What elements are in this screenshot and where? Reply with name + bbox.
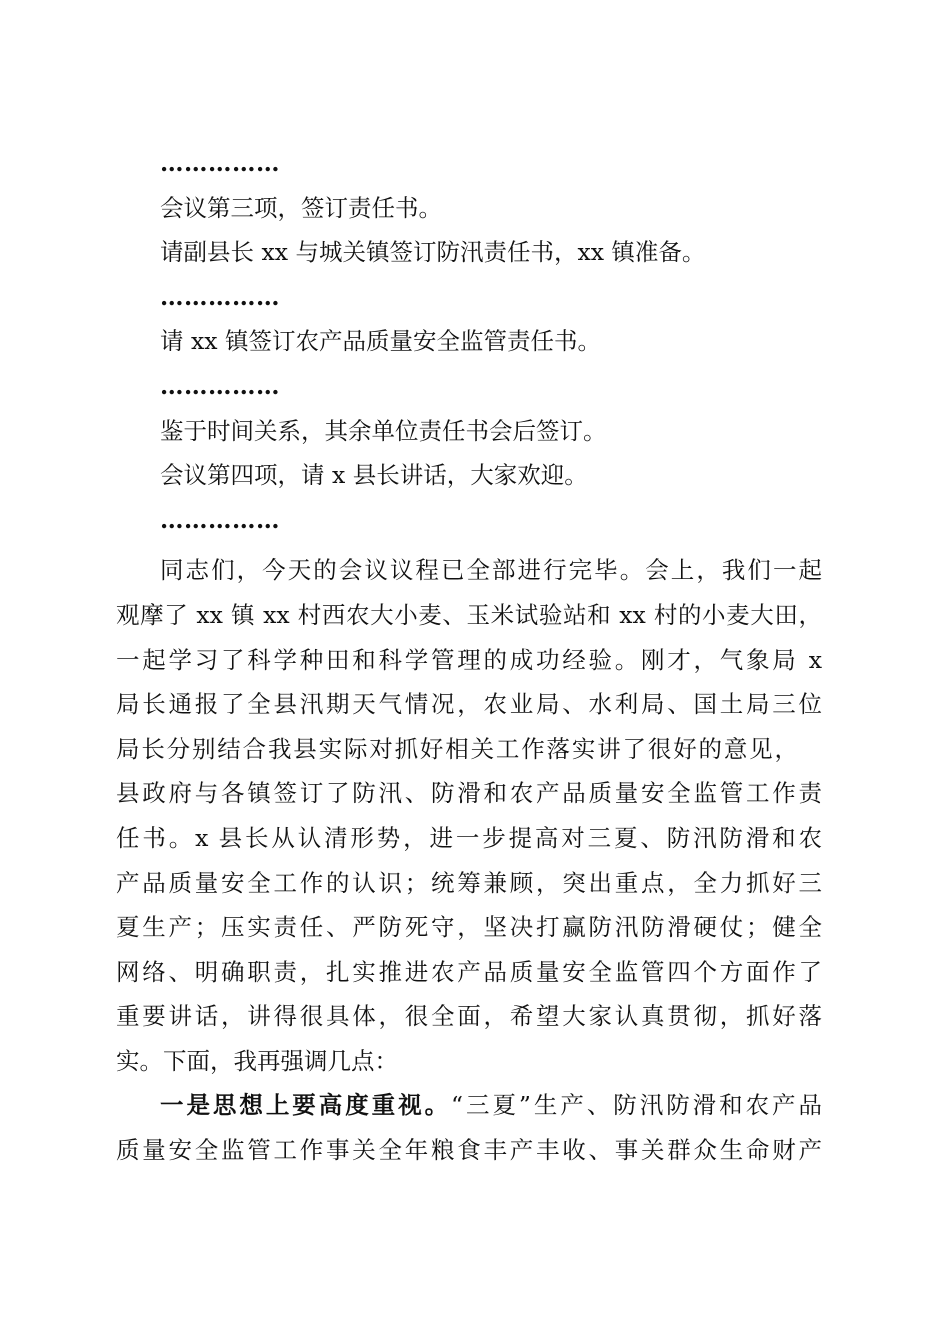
paragraph-line: 局长分别结合我县实际对抓好相关工作落实讲了很好的意见， [116, 734, 798, 763]
ellipsis-separator: …………… [160, 282, 280, 311]
agenda-item-three: 会议第三项，签订责任书。 [160, 193, 442, 222]
point-one-text: “三夏”生产、防汛防滑和农产品 [451, 1091, 822, 1120]
paragraph-line: 观摩了 xx 镇 xx 村西农大小麦、玉米试验站和 xx 村的小麦大田， [116, 600, 822, 629]
point-one-heading: 一是思想上要高度重视。 [160, 1091, 452, 1120]
food-safety-responsibility-line: 请 xx 镇签订农产品质量安全监管责任书。 [160, 327, 601, 356]
paragraph-line: 任书。x 县长从认清形势，进一步提高对三夏、防汛防滑和农 [116, 823, 822, 852]
paragraph-line: 县政府与各镇签订了防汛、防滑和农产品质量安全监管工作责 [116, 779, 822, 808]
paragraph-line: 同志们，今天的会议议程已全部进行完毕。会上，我们一起 [160, 556, 822, 585]
paragraph-line: 实。下面，我再强调几点： [116, 1046, 398, 1075]
ellipsis-separator: …………… [160, 371, 280, 400]
paragraph-line: 一起学习了科学种田和科学管理的成功经验。刚才，气象局 x [116, 645, 822, 674]
flood-responsibility-line: 请副县长 xx 与城关镇签订防汛责任书，xx 镇准备。 [160, 238, 706, 267]
paragraph-line: 质量安全监管工作事关全年粮食丰产丰收、事关群众生命财产 [116, 1136, 822, 1165]
document-body [116, 141, 836, 1173]
ellipsis-separator: …………… [160, 149, 280, 177]
paragraph-line: 局长通报了全县汛期天气情况，农业局、水利局、国土局三位 [116, 690, 822, 719]
remaining-units-line: 鉴于时间关系，其余单位责任书会后签订。 [160, 416, 607, 445]
summary-paragraph [116, 548, 836, 1083]
paragraph-line: 重要讲话，讲得很具体，很全面，希望大家认真贯彻，抓好落 [116, 1002, 822, 1031]
ellipsis-separator: …………… [160, 505, 280, 534]
agenda-item-four: 会议第四项，请 x 县长讲话，大家欢迎。 [160, 461, 588, 490]
paragraph-line: 网络、明确职责，扎实推进农产品质量安全监管四个方面作了 [116, 957, 822, 986]
point-one-paragraph [116, 1083, 836, 1172]
paragraph-line [116, 1083, 822, 1128]
paragraph-line: 产品质量安全工作的认识；统筹兼顾，突出重点，全力抓好三 [116, 868, 822, 897]
paragraph-line: 夏生产；压实责任、严防死守，坚决打赢防汛防滑硬仗；健全 [116, 913, 822, 942]
